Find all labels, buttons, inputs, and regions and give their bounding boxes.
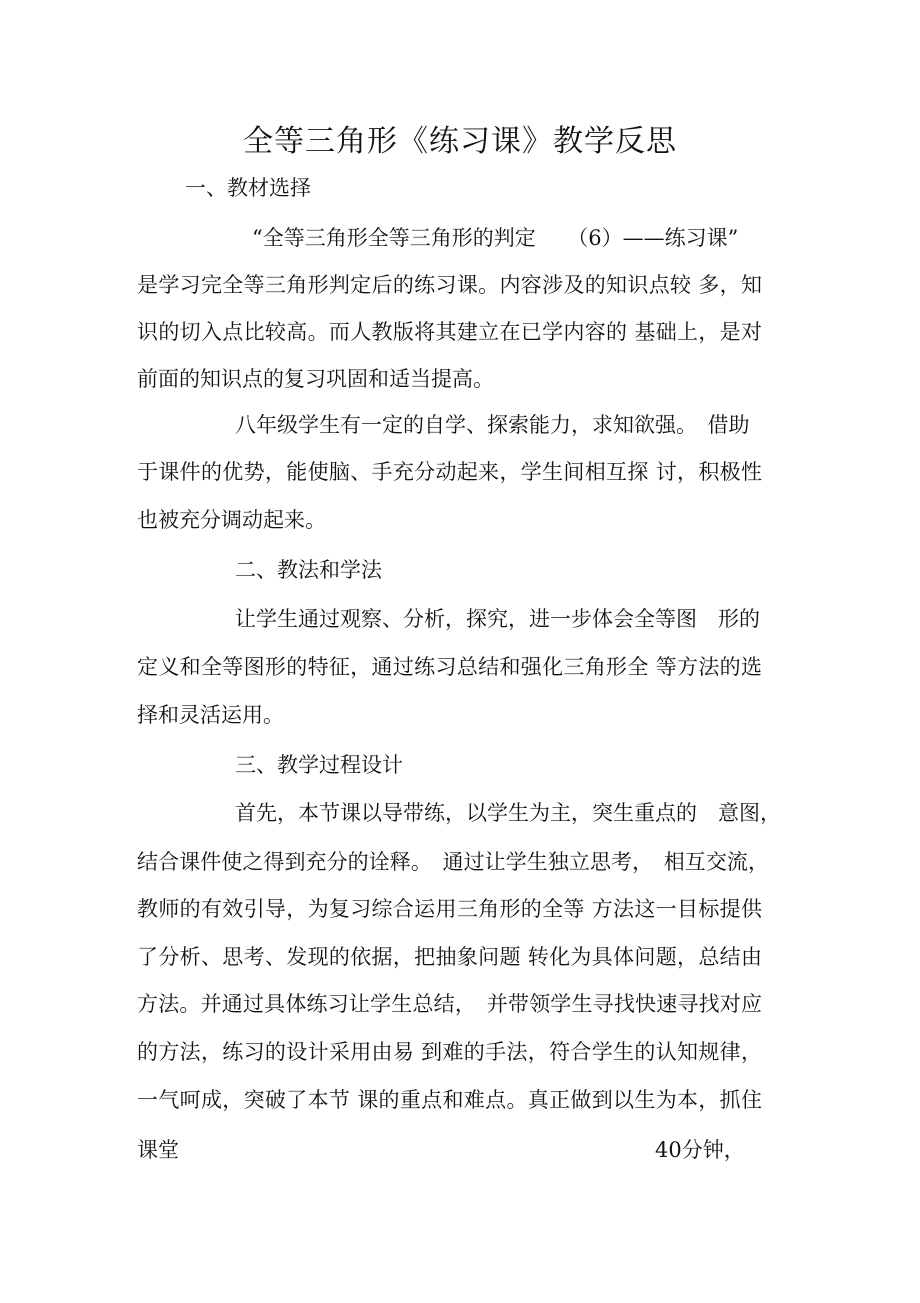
paragraph-line: 于课件的优势，能使脑、手充分动起来，学生间相互探 讨，积极性 [137,460,762,484]
paragraph-line: 课堂 [137,1138,179,1162]
paragraph-line: “全等三角形全等三角形的判定 （6）——练习课” [252,226,739,250]
document-title: 全等三角形《练习课》教学反思 [243,124,677,159]
section-heading-2: 二、教法和学法 [235,558,382,582]
paragraph-line: 教师的有效引导，为复习综合运用三角形的全等 方法这一目标提供 [137,897,762,921]
paragraph-line: 前面的知识点的复习巩固和适当提高。 [137,367,494,391]
paragraph-line: 了分析、思考、发现的依据，把抽象问题 转化为具体问题，总结由 [137,945,762,969]
paragraph-line: 的方法，练习的设计采用由易 到难的手法，符合学生的认知规律， [137,1040,762,1064]
paragraph-line: 方法。并通过具体练习让学生总结， 并带领学生寻找快速寻找对应 [137,992,762,1016]
paragraph-line: 一气呵成，突破了本节 课的重点和难点。真正做到以生为本，抓住 [137,1088,762,1112]
paragraph-line: 结合课件使之得到充分的诠释。 通过让学生独立思考， 相互交流， [137,850,769,874]
paragraph-line: 40分钟， [655,1138,745,1162]
paragraph-line: 让学生通过观察、分析，探究，进一步体会全等图 形的 [235,607,760,631]
section-heading-3: 三、教学过程设计 [235,753,403,777]
paragraph-line: 八年级学生有一定的自学、探索能力，求知欲强。 借助 [235,413,750,437]
paragraph-line: 是学习完全等三角形判定后的练习课。内容涉及的知识点较 多，知 [137,273,762,297]
paragraph-line: 识的切入点比较高。而人教版将其建立在已学内容的 基础上，是对 [137,320,762,344]
paragraph-line: 定义和全等图形的特征，通过练习总结和强化三角形全 等方法的选 [137,655,762,679]
paragraph-line: 择和灵活运用。 [137,703,284,727]
section-heading-1: 一、教材选择 [185,176,311,200]
paragraph-line: 首先，本节课以导带练，以学生为主，突生重点的 意图， [235,801,781,825]
paragraph-line: 也被充分调动起来。 [137,508,326,532]
